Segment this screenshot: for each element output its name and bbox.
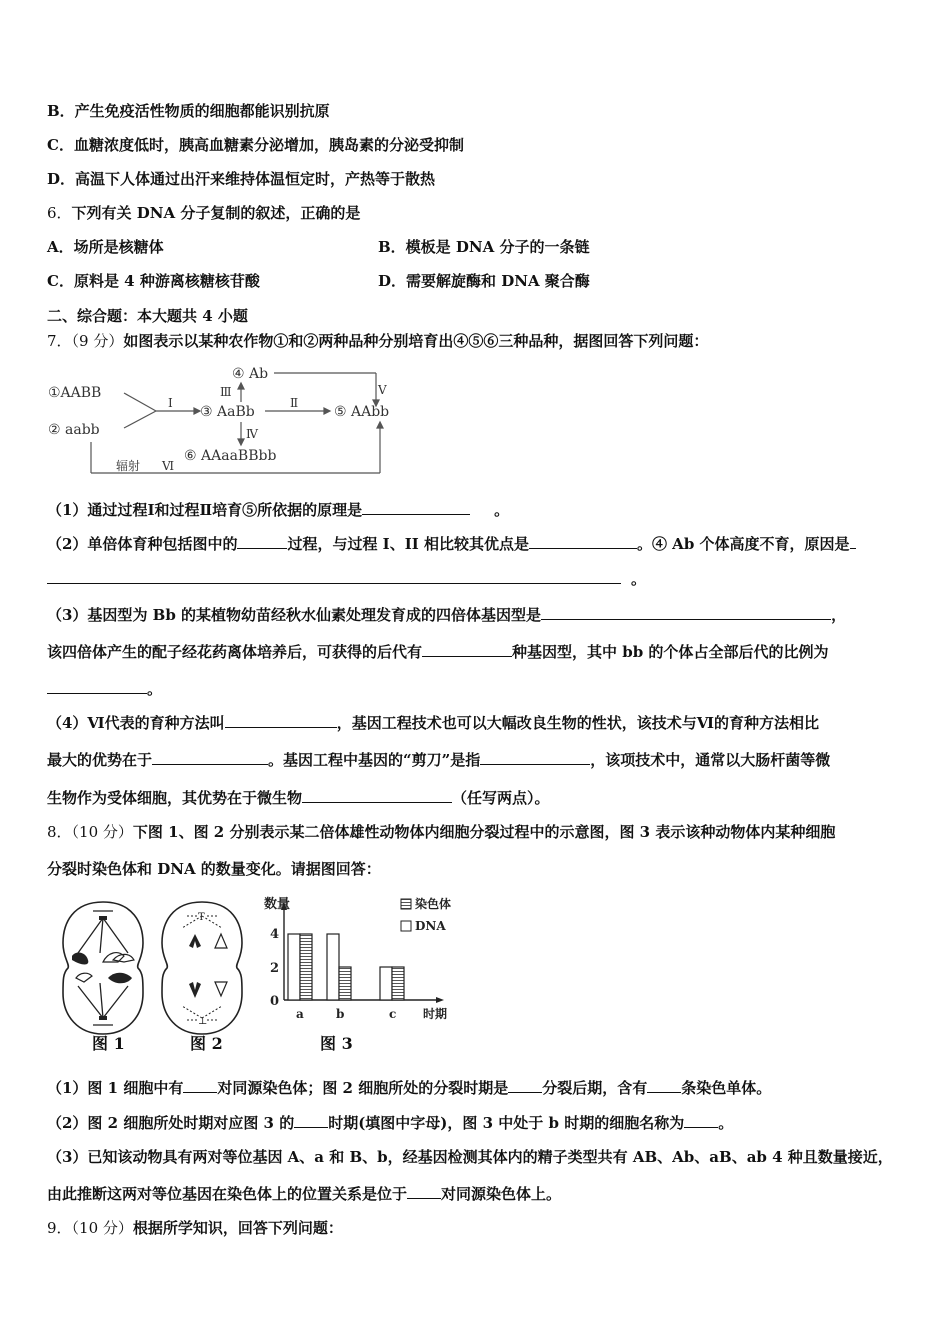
answer-blank[interactable] (225, 712, 337, 728)
q7-sub4-text-a: （4）Ⅵ代表的育种方法叫 (47, 714, 225, 732)
x-tick-c: c (389, 1007, 397, 1021)
q7-sub3-text-a: （3）基因型为 Bb 的某植物幼苗经秋水仙素处理发育成的四倍体基因型是 (47, 606, 542, 624)
q7-sub4-text-e: ，该项技术中，通常以大肠杆菌等微 (590, 751, 831, 769)
q8-stem (47, 822, 835, 842)
diagram-node-6: ⑥ AAaaBBbb (184, 448, 277, 464)
q7-sub3-text-b: ， (831, 606, 847, 624)
figure-1-caption: 图 1 (92, 1034, 125, 1053)
answer-blank[interactable] (541, 604, 831, 620)
q5-option-b: B．产生免疫活性物质的细胞都能识别抗原 (47, 102, 330, 120)
svg-text:T: T (198, 912, 205, 923)
q8-sub1-text-d: 条染色单体。 (681, 1079, 772, 1097)
q8-sub1 (47, 1077, 771, 1098)
q8-number: 8．（10 分） (47, 823, 133, 841)
q6-stem (47, 203, 360, 223)
q7-sub2 (47, 533, 856, 554)
q8-sub3-text-b: 由此推断这两对等位基因在染色体上的位置关系是位于 (47, 1185, 408, 1203)
x-tick-a: a (296, 1007, 304, 1021)
answer-blank[interactable] (850, 533, 856, 549)
q9-stem (47, 1218, 343, 1238)
q6-option-c: C．原料是 4 种游离核糖核苷酸 (47, 272, 260, 290)
q8-sub1-text-a: （1）图 1 细胞中有 (47, 1079, 184, 1097)
answer-blank[interactable] (302, 787, 452, 803)
q7-sub1-end: 。 (494, 501, 510, 519)
q7-sub4-text-f: 生物作为受体细胞，其优势在于微生物 (47, 789, 303, 807)
q7-sub4-line2 (47, 749, 830, 770)
q7-number: 7．（9 分） (47, 332, 124, 350)
y-tick-0: 0 (270, 994, 280, 1009)
answer-blank[interactable] (362, 499, 470, 515)
q7-sub4-line3 (47, 787, 550, 808)
process-label-6-radiation: 辐射 (116, 459, 141, 473)
answer-blank[interactable] (422, 641, 512, 657)
answer-blank[interactable] (294, 1112, 328, 1128)
legend-dna-swatch (401, 921, 411, 931)
q8-sub3-line2 (47, 1183, 561, 1204)
process-label-3: Ⅲ (220, 385, 232, 399)
q7-stem-text: 如图表示以某种农作物①和②两种品种分别培育出④⑤⑥三种品种，据图回答下列问题： (123, 332, 709, 350)
q7-sub2-text-c: 。④ Ab 个体高度不育，原因是 (636, 535, 850, 553)
bar-c-dna (380, 967, 392, 1000)
x-tick-b: b (336, 1007, 345, 1021)
q7-sub2-text-b: 过程，与过程 I、II 相比较其优点是 (287, 535, 529, 553)
q8-sub2-text-b: 时期(填图中字母)，图 3 中处于 b 时期的细胞名称为 (328, 1114, 685, 1132)
answer-blank[interactable] (237, 533, 287, 549)
answer-blank[interactable] (684, 1112, 718, 1128)
diagram-node-5: ⑤ AAbb (334, 404, 390, 420)
bar-b-dna (327, 934, 339, 1000)
legend-chromosome: 染色体 (415, 897, 452, 911)
legend-chromosome-swatch (401, 899, 411, 909)
q6-stem-text: 下列有关 DNA 分子复制的叙述，正确的是 (71, 204, 361, 222)
q7-sub3-text-d: 种基因型，其中 bb 的个体占全部后代的比例为 (512, 643, 829, 661)
bar-c-chromosome (392, 967, 404, 1000)
answer-blank[interactable] (47, 568, 621, 584)
q6-number: 6． (47, 204, 72, 222)
q9-number: 9．（10 分） (47, 1219, 133, 1237)
q8-sub2-text-a: （2）图 2 细胞所处时期对应图 3 的 (47, 1114, 295, 1132)
q7-sub4-text-g: （任写两点）。 (452, 789, 550, 807)
diagram-node-3: ③ AaBb (200, 404, 255, 420)
y-axis-label: 数量 (264, 897, 291, 912)
q8-sub2 (47, 1112, 733, 1133)
diagram-node-2: ② aabb (48, 422, 100, 438)
q8-sub2-end: 。 (718, 1114, 734, 1132)
process-label-1: Ⅰ (168, 396, 173, 410)
q6-option-b: B．模板是 DNA 分子的一条链 (378, 238, 590, 256)
process-label-5: Ⅴ (378, 383, 387, 397)
q7-sub1-text: （1）通过过程Ⅰ和过程Ⅱ培育⑤所依据的原理是 (47, 501, 363, 519)
section-heading: 二、综合题：本大题共 4 小题 (47, 307, 248, 325)
figure-3-caption: 图 3 (320, 1034, 353, 1053)
process-label-2: Ⅱ (290, 396, 299, 410)
q8-stem-text: 下图 1、图 2 分别表示某二倍体雄性动物体内细胞分裂过程中的示意图，图 3 表示该种动物体内某种细胞 (132, 823, 836, 841)
q7-stem (47, 331, 708, 351)
q7-sub4-text-d: 。基因工程中基因的“剪刀”是指 (268, 751, 481, 769)
q8-sub3: （3）已知该动物具有两对等位基因 A、a 和 B、b，经基因检测其体内的精子类型共有 AB、Ab、aB、ab 4 种且数量接近， (47, 1148, 893, 1166)
q9-stem-text: 根据所学知识，回答下列问题： (132, 1219, 343, 1237)
q7-sub3-line3 (47, 678, 162, 699)
legend-dna: DNA (415, 919, 446, 933)
bar-a-chromosome (300, 934, 312, 1000)
answer-blank[interactable] (152, 749, 268, 765)
q5-option-d: D．高温下人体通过出汗来维持体温恒定时，产热等于散热 (47, 170, 436, 188)
q7-sub4-text-c: 最大的优势在于 (47, 751, 153, 769)
q7-sub3-line2 (47, 641, 828, 662)
q7-sub3 (47, 604, 846, 625)
x-axis-label: 时期 (423, 1007, 448, 1021)
diagram-node-1: ①AABB (48, 385, 102, 401)
diagram-node-4: ④ Ab (232, 366, 269, 382)
bar-a-dna (288, 934, 300, 1000)
answer-blank[interactable] (508, 1077, 542, 1093)
y-tick-2: 2 (270, 961, 280, 976)
breeding-diagram (44, 362, 404, 477)
answer-blank[interactable] (183, 1077, 217, 1093)
process-label-6: Ⅵ (162, 459, 175, 473)
q7-sub3-text-c: 该四倍体产生的配子经花药离体培养后，可获得的后代有 (47, 643, 423, 661)
answer-blank[interactable] (480, 749, 590, 765)
y-tick-4: 4 (270, 927, 280, 942)
figure-2-cell (157, 898, 247, 1038)
svg-text:⊥: ⊥ (198, 1016, 208, 1027)
figure-2-caption: 图 2 (190, 1034, 223, 1053)
q8-sub3-text-c: 对同源染色体上。 (441, 1185, 562, 1203)
q7-sub2-cont (47, 568, 646, 589)
q6-option-d: D．需要解旋酶和 DNA 聚合酶 (378, 272, 590, 290)
q8-sub1-text-b: 对同源染色体；图 2 细胞所处的分裂时期是 (217, 1079, 509, 1097)
q7-sub1 (47, 499, 509, 520)
bar-b-chromosome (339, 967, 351, 1000)
q8-stem-line2: 分裂时染色体和 DNA 的数量变化。请据图回答： (47, 860, 381, 878)
q5-option-c: C．血糖浓度低时，胰高血糖素分泌增加，胰岛素的分泌受抑制 (47, 136, 464, 154)
answer-blank[interactable] (647, 1077, 681, 1093)
figure-1-cell (58, 898, 148, 1038)
q7-sub2-text-a: （2）单倍体育种包括图中的 (47, 535, 238, 553)
answer-blank[interactable] (529, 533, 637, 549)
answer-blank[interactable] (47, 678, 147, 694)
figure-3-bar-chart (260, 892, 465, 1027)
q7-sub4 (47, 712, 819, 733)
q6-option-a: A．场所是核糖体 (47, 238, 164, 256)
q7-sub3-end: 。 (147, 680, 163, 698)
process-label-4: Ⅳ (246, 427, 258, 441)
q7-sub4-text-b: ，基因工程技术也可以大幅改良生物的性状，该技术与Ⅵ的育种方法相比 (336, 714, 819, 732)
q7-sub2-end: 。 (631, 570, 647, 588)
q8-sub1-text-c: 分裂后期，含有 (542, 1079, 648, 1097)
answer-blank[interactable] (407, 1183, 441, 1199)
